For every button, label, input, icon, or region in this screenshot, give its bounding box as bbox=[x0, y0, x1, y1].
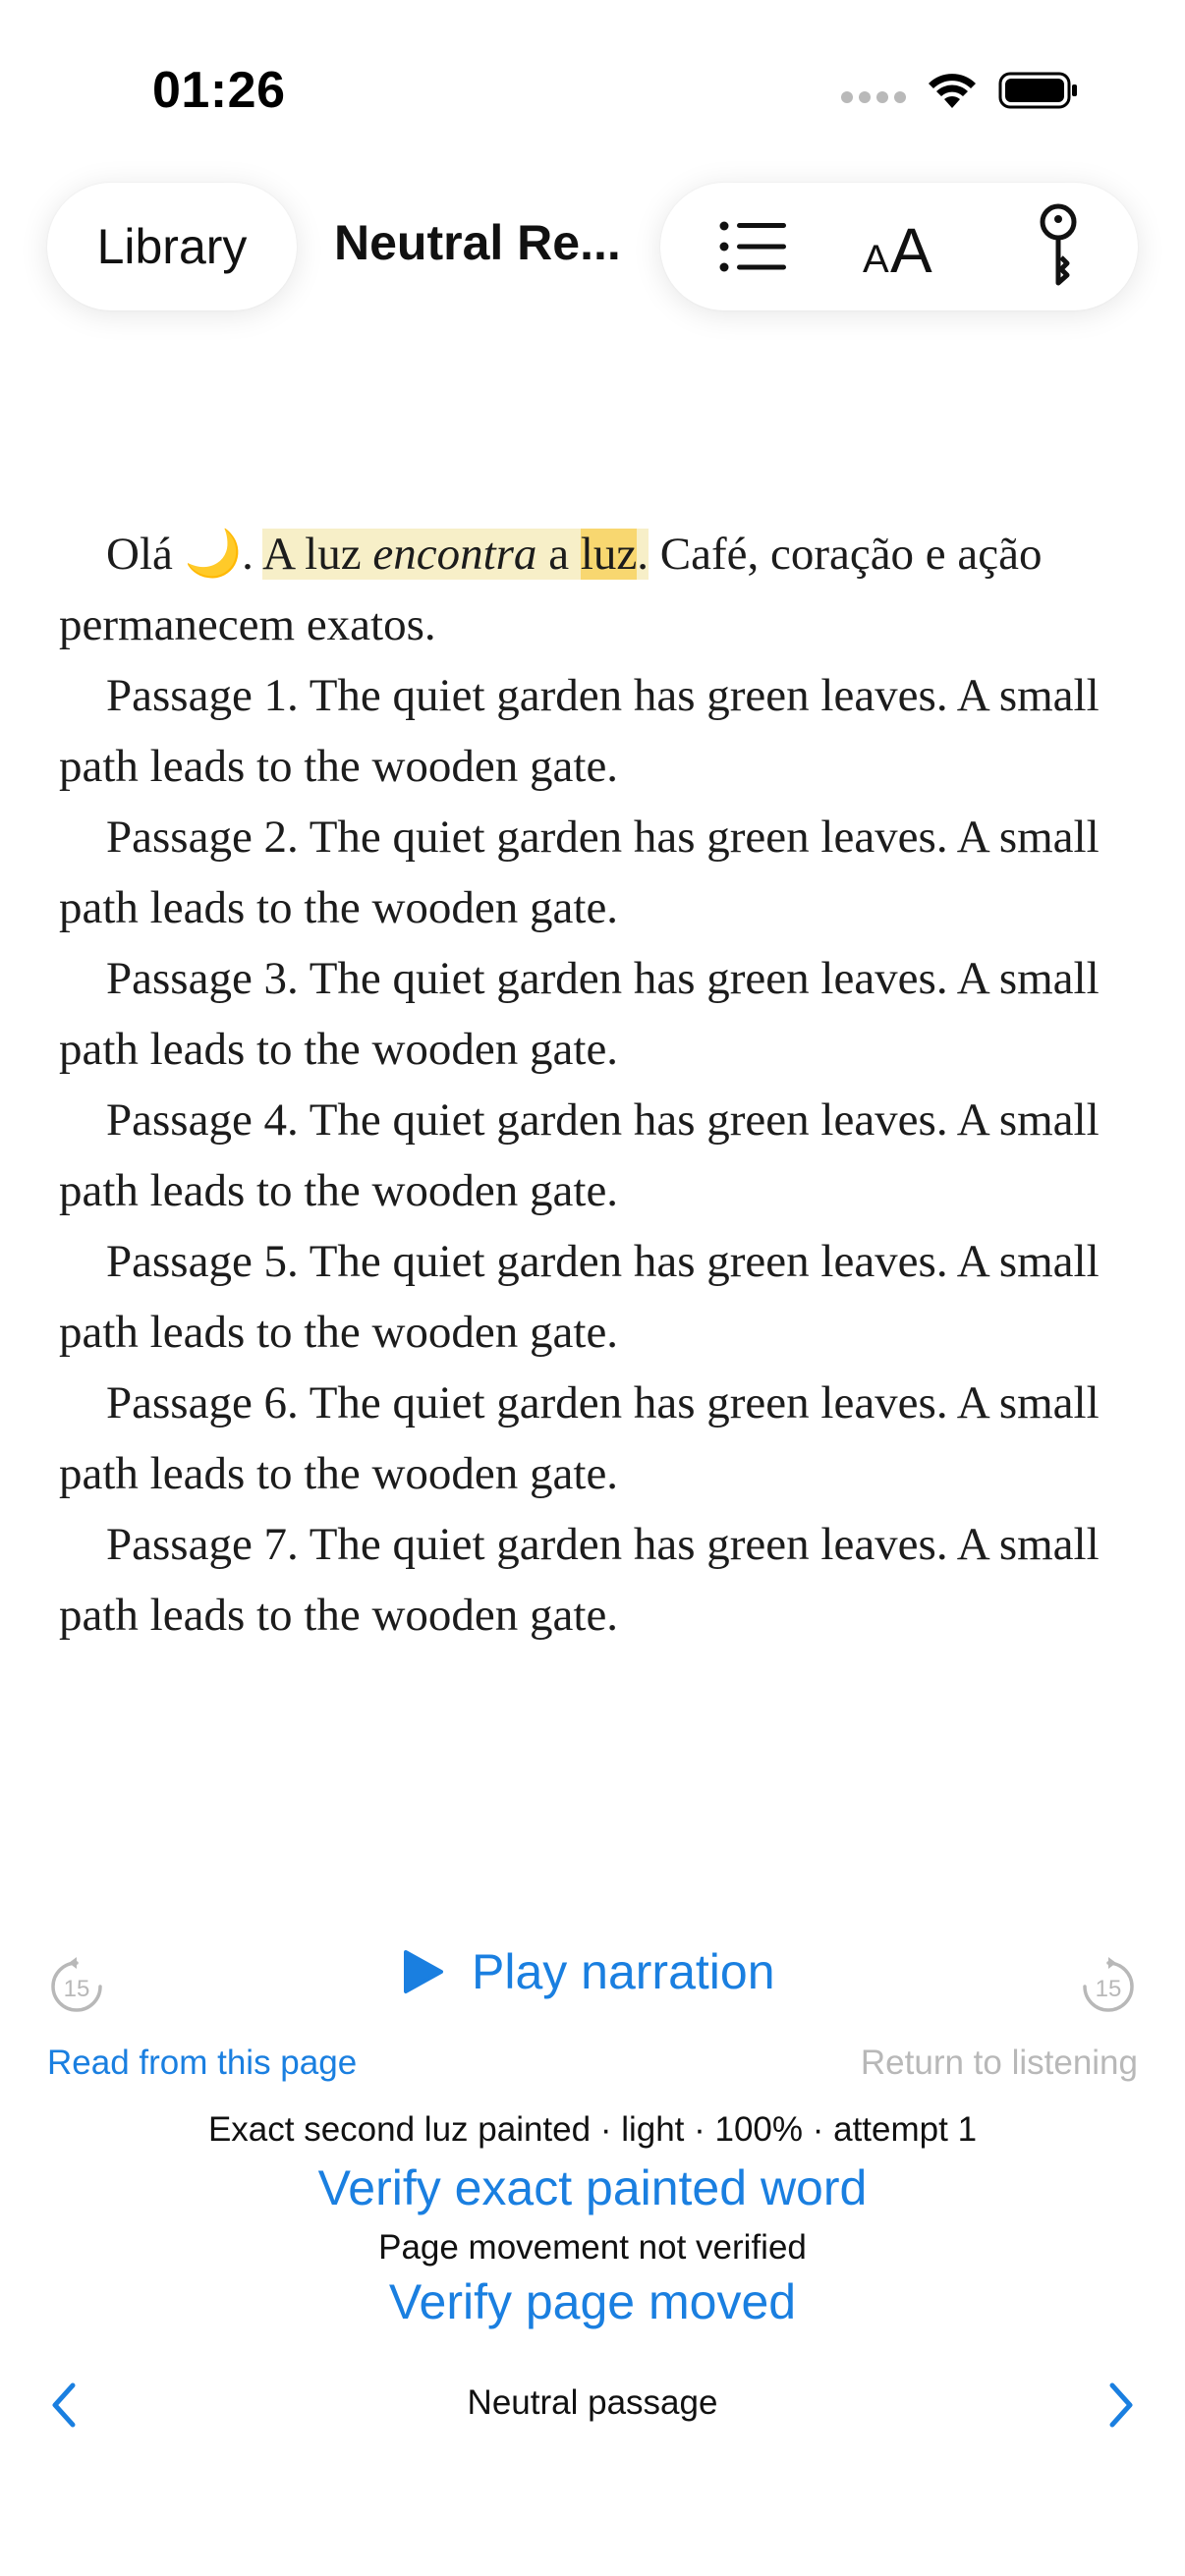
page-label: Neutral passage bbox=[467, 2383, 718, 2422]
skip-back-icon bbox=[45, 1955, 108, 2018]
return-to-listening-link[interactable]: Return to listening bbox=[860, 2044, 1138, 2082]
paragraph: Passage 5. The quiet garden has green leaves. A small path leads to the wooden gate. bbox=[59, 1236, 1100, 1358]
book-title: Neutral Re... bbox=[334, 215, 621, 270]
text-greeting: Olá bbox=[106, 529, 185, 580]
status-time: 01:26 bbox=[152, 62, 286, 119]
cellular-signal-icon bbox=[841, 91, 906, 103]
play-narration-button[interactable] bbox=[403, 1943, 775, 2000]
play-narration-label: Play narration bbox=[472, 1944, 775, 1999]
skip-back-seconds: 15 bbox=[63, 1976, 90, 2002]
highlighted-sentence bbox=[262, 529, 649, 580]
chevron-right-icon bbox=[1100, 2380, 1140, 2431]
narration-status: Exact second luz painted · light · 100% · attempt 1 bbox=[207, 2110, 978, 2149]
read-from-page-link[interactable]: Read from this page bbox=[47, 2044, 358, 2082]
text-fragment: a bbox=[536, 529, 581, 580]
list-icon bbox=[719, 220, 788, 273]
text-punctuation: . bbox=[242, 529, 263, 580]
play-icon bbox=[403, 1949, 444, 1994]
moon-emoji: 🌙 bbox=[184, 529, 243, 580]
text-italic: encontra bbox=[372, 529, 537, 580]
verify-word-button[interactable]: Verify exact painted word bbox=[317, 2160, 868, 2215]
page-movement-status: Page movement not verified bbox=[378, 2228, 807, 2267]
page-content bbox=[59, 519, 1130, 1651]
verify-page-button[interactable]: Verify page moved bbox=[388, 2274, 797, 2329]
next-page-button[interactable] bbox=[1100, 2380, 1140, 2431]
paragraph: Passage 7. The quiet garden has green leaves. A small path leads to the wooden gate. bbox=[59, 1519, 1100, 1641]
text-fragment: . bbox=[637, 529, 649, 580]
key-button[interactable] bbox=[994, 183, 1122, 310]
paragraph: Passage 1. The quiet garden has green leaves. A small path leads to the wooden gate. bbox=[59, 670, 1100, 792]
text-size-icon bbox=[863, 217, 945, 276]
text-fragment: A luz bbox=[262, 529, 373, 580]
paragraph: Passage 2. The quiet garden has green leaves. A small path leads to the wooden gate. bbox=[59, 812, 1100, 933]
library-button[interactable] bbox=[47, 183, 297, 310]
highlighted-word: luz bbox=[580, 529, 638, 580]
skip-forward-button[interactable] bbox=[1077, 1955, 1140, 2018]
text-size-button[interactable] bbox=[835, 183, 973, 310]
table-of-contents-button[interactable] bbox=[690, 183, 818, 310]
skip-back-button[interactable] bbox=[45, 1955, 108, 2018]
svg-text:A: A bbox=[890, 217, 932, 276]
paragraph: Passage 4. The quiet garden has green leaves. A small path leads to the wooden gate. bbox=[59, 1094, 1100, 1216]
status-indicators bbox=[841, 71, 1079, 110]
paragraph: Passage 6. The quiet garden has green leaves. A small path leads to the wooden gate. bbox=[59, 1377, 1100, 1499]
skip-forward-icon bbox=[1077, 1955, 1140, 2018]
paragraph-intro bbox=[59, 519, 1130, 660]
wifi-icon bbox=[928, 71, 977, 110]
battery-icon bbox=[998, 71, 1079, 110]
library-button-label: Library bbox=[96, 219, 248, 274]
paragraph: Passage 3. The quiet garden has green leaves. A small path leads to the wooden gate. bbox=[59, 953, 1100, 1075]
skip-forward-seconds: 15 bbox=[1095, 1976, 1122, 2002]
svg-text:A: A bbox=[863, 238, 889, 276]
key-icon bbox=[1036, 202, 1081, 291]
reader-tools bbox=[660, 183, 1138, 310]
text-fragment: Café, coração e ação permanecem exatos. bbox=[59, 529, 1043, 650]
